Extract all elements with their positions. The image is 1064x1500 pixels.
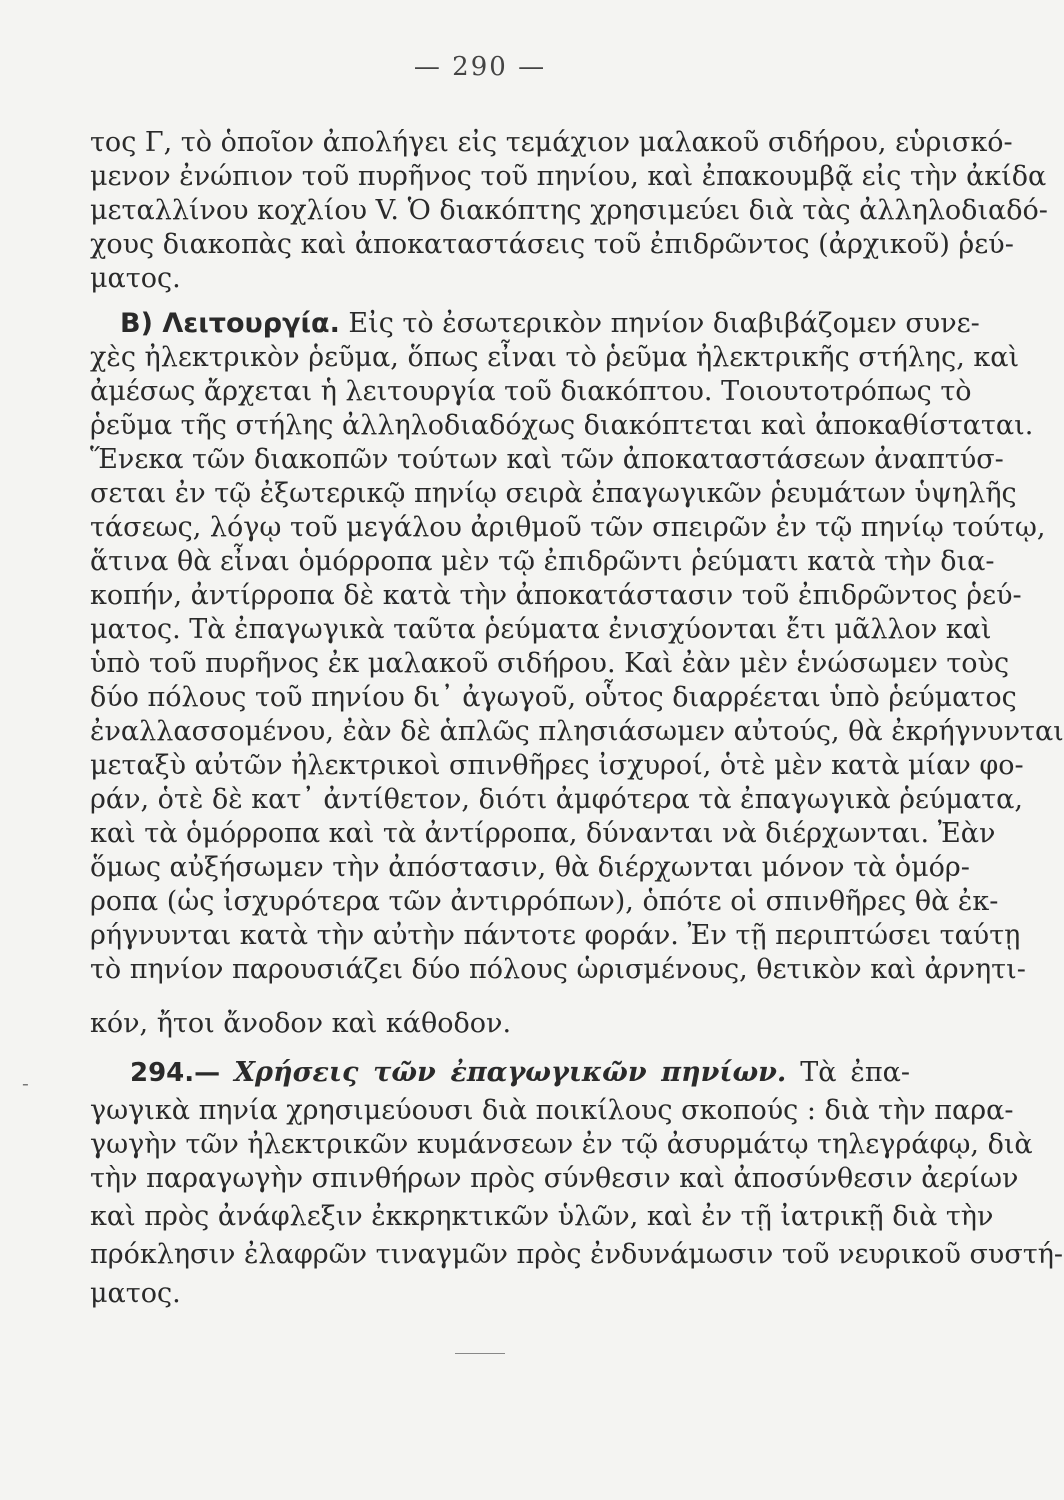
text-line: Ἕνεκα τῶν διακοπῶν τούτων καὶ τῶν ἀποκαταστάσεων ἀναπτύσ- — [90, 444, 1004, 475]
section-294-number: 294.— — [130, 1058, 221, 1088]
text-line: δύο πόλους τοῦ πηνίου δι᾽ ἀγωγοῦ, οὗτος διαρρέεται ὑπὸ ῥεύματος — [90, 682, 1017, 713]
text-line: ὅμως αὐξήσωμεν τὴν ἀπόστασιν, θὰ διέρχωνται μόνον τὰ ὁμόρ- — [90, 852, 970, 883]
text-line: σεται ἐν τῷ ἐξωτερικῷ πηνίῳ σειρὰ ἐπαγωγικῶν ῥευμάτων ὑψηλῆς — [90, 478, 1017, 509]
text-line: γωγὴν τῶν ἠλεκτρικῶν κυμάνσεων ἐν τῷ ἀσυρμάτῳ τηλεγράφῳ, διὰ — [90, 1129, 1033, 1160]
text-line: πρόκλησιν ἐλαφρῶν τιναγμῶν πρὸς ἐνδυνάμωσιν τοῦ νευρικοῦ συστή- — [90, 1239, 1064, 1270]
text-line: ἐναλλασσομένου, ἐὰν δὲ ἁπλῶς πλησιάσωμεν αὐτούς, θὰ ἐκρήγνυνται — [90, 716, 1064, 747]
text-line: ματος. — [90, 1278, 181, 1309]
text-line: καὶ τὰ ὁμόρροπα καὶ τὰ ἀντίρροπα, δύνανται νὰ διέρχωνται. Ἐὰν — [90, 818, 996, 849]
text-line: χους διακοπὰς καὶ ἀποκαταστάσεις τοῦ ἐπιδρῶντος (ἀρχικοῦ) ῥεύ- — [90, 229, 1014, 260]
text-line: ρήγνυνται κατὰ τὴν αὐτὴν πάντοτε φοράν. Ἐν τῇ περιπτώσει ταύτῃ — [90, 920, 1021, 951]
text-line: ματος. — [90, 263, 181, 294]
text-line: ἅτινα θὰ εἶναι ὁμόρροπα μὲν τῷ ἐπιδρῶντι ῥεύματι κατὰ τὴν δια- — [90, 546, 995, 577]
text-line: γωγικὰ πηνία χρησιμεύουσι διὰ ποικίλους σκοπούς : διὰ τὴν παρα- — [90, 1095, 1014, 1126]
margin-mark: - — [22, 1071, 29, 1095]
text-line: τὴν παραγωγὴν σπινθήρων πρὸς σύνθεσιν καὶ ἀποσύνθεσιν ἀερίων — [90, 1163, 1019, 1194]
text-line: ροπα (ὡς ἰσχυρότερα τῶν ἀντιρρόπων), ὁπότε οἱ σπινθῆρες θὰ ἐκ- — [90, 886, 999, 917]
text-line: τάσεως, λόγῳ τοῦ μεγάλου ἀριθμοῦ τῶν σπειρῶν ἐν τῷ πηνίῳ τούτῳ, — [90, 512, 1046, 543]
text-line: μεταξὺ αὐτῶν ἠλεκτρικοὶ σπινθῆρες ἰσχυροί, ὁτὲ μὲν κατὰ μίαν φο- — [90, 750, 1024, 781]
text-line: ματος. Τὰ ἐπαγωγικὰ ταῦτα ῥεύματα ἐνισχύονται ἔτι μᾶλλον καὶ — [90, 614, 992, 645]
section-294-first-line — [130, 1056, 910, 1090]
text-line: μενον ἐνώπιον τοῦ πυρῆνος τοῦ πηνίου, καὶ ἐπακουμβᾷ εἰς τὴν ἀκίδα — [90, 161, 1047, 192]
text-line: μεταλλίνου κοχλίου V. Ὁ διακόπτης χρησιμεύει διὰ τὰς ἀλληλοδιαδό- — [90, 195, 1048, 226]
end-rule — [455, 1353, 505, 1354]
section-b-first-line — [120, 307, 980, 341]
section-b-label: Β) Λειτουργία. — [120, 308, 340, 339]
section-294-title: Χρήσεις τῶν ἐπαγωγικῶν πηνίων. — [234, 1057, 787, 1088]
text-line: καὶ πρὸς ἀνάφλεξιν ἐκκρηκτικῶν ὑλῶν, καὶ ἐν τῇ ἰατρικῇ διὰ τὴν — [90, 1201, 994, 1232]
text-line: κόν, ἤτοι ἄνοδον καὶ κάθοδον. — [90, 1008, 512, 1039]
text-line: ῥεῦμα τῆς στήλης ἀλληλοδιαδόχως διακόπτεται καὶ ἀποκαθίσταται. — [90, 410, 1034, 441]
section-b-first-line-text: Εἰς τὸ ἐσωτερικὸν πηνίον διαβιβάζομεν συνε- — [348, 308, 980, 339]
text-line: τὸ πηνίον παρουσιάζει δύο πόλους ὡρισμένους, θετικὸν καὶ ἀρνητι- — [90, 954, 1026, 985]
section-294-first-line-text: Τὰ ἐπα- — [800, 1057, 910, 1088]
text-line: χὲς ἠλεκτρικὸν ῥεῦμα, ὅπως εἶναι τὸ ῥεῦμα ἠλεκτρικῆς στήλης, καὶ — [90, 342, 1020, 373]
text-line: κοπήν, ἀντίρροπα δὲ κατὰ τὴν ἀποκατάστασιν τοῦ ἐπιδρῶντος ῥεύ- — [90, 580, 1022, 611]
text-line: ἀμέσως ἄρχεται ἡ λειτουργία τοῦ διακόπτου. Τοιουτοτρόπως τὸ — [90, 376, 972, 407]
page-number: — 290 — — [413, 52, 547, 82]
text-line: ράν, ὁτὲ δὲ κατ᾽ ἀντίθετον, διότι ἀμφότερα τὰ ἐπαγωγικὰ ῥεύματα, — [90, 784, 1023, 815]
text-line: ὑπὸ τοῦ πυρῆνος ἐκ μαλακοῦ σιδήρου. Καὶ ἐὰν μὲν ἑνώσωμεν τοὺς — [90, 648, 1010, 679]
text-line: τος Γ, τὸ ὁποῖον ἀπολήγει εἰς τεμάχιον μαλακοῦ σιδήρου, εὑρισκό- — [90, 127, 1013, 158]
